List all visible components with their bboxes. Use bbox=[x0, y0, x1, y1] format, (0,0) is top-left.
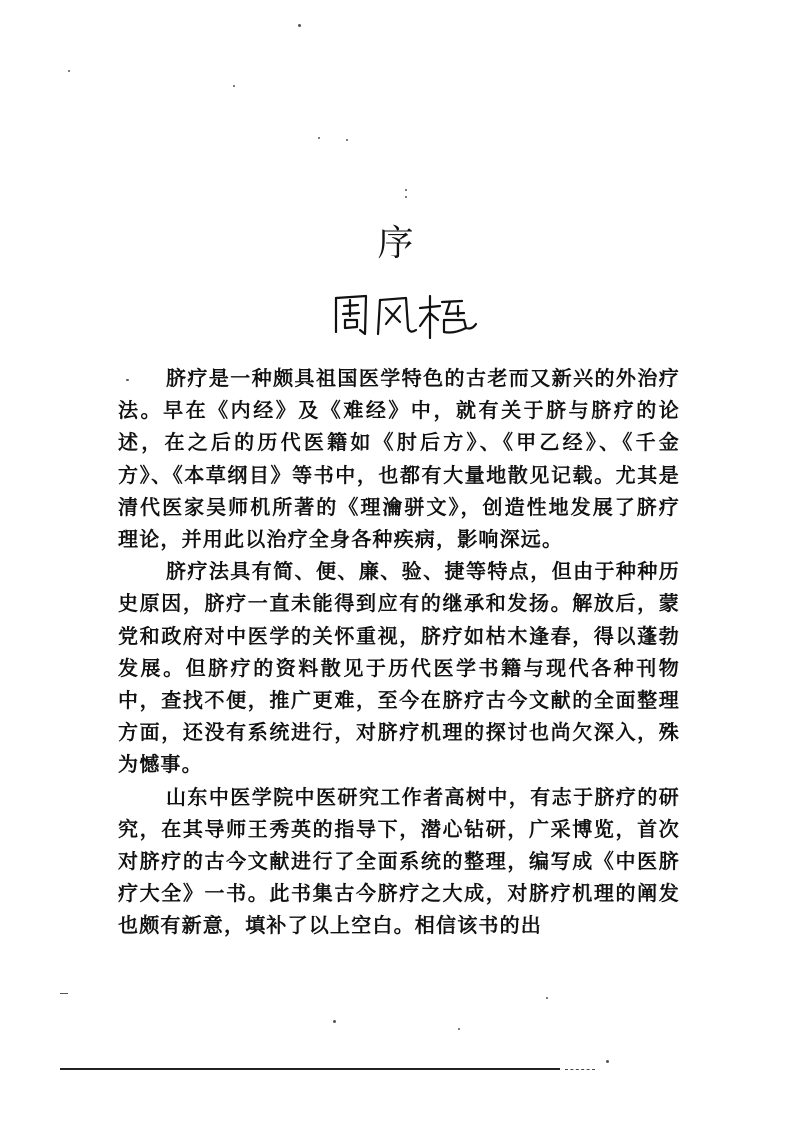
scan-speck bbox=[333, 1020, 336, 1023]
scan-speck bbox=[346, 139, 348, 141]
scan-speck bbox=[458, 1028, 460, 1030]
handwritten-signature bbox=[330, 284, 480, 344]
scan-speck bbox=[318, 137, 320, 139]
bottom-rule bbox=[60, 1068, 560, 1070]
scan-speck bbox=[233, 85, 235, 87]
page-title: 序 bbox=[377, 223, 416, 264]
bottom-rule-tail bbox=[565, 1069, 595, 1071]
paragraph: 脐疗法具有简、便、廉、验、捷等特点，但由于种种历史原因，脐疗一直未能得到应有的继承和发扬。解放后，蒙党和政府对中医学的关怀重视，脐疗如枯木逢春，得以蓬勃发展。但脐疗的资料散见于历代医学书籍与现代各种刊物中，查找不便，推广更难，至今在脐疗古今文献的全面整理方面，还没有系统进行，对脐疗机理的探讨也尚欠深入，殊为憾事。 bbox=[118, 559, 680, 777]
preface-body bbox=[118, 362, 680, 942]
scan-speck bbox=[405, 189, 407, 191]
scan-speck bbox=[606, 1060, 609, 1063]
scan-speck bbox=[60, 993, 68, 994]
scan-speck bbox=[68, 70, 70, 72]
paragraph: 脐疗是一种颇具祖国医学特色的古老而又新兴的外治疗法。早在《内经》及《难经》中，就有关于脐与脐疗的论述，在之后的历代医籍如《肘后方》、《甲乙经》、《千金方》、《本草纲目》等书中，也都有大量地散见记载。尤其是清代医家吴师机所著的《理瀹骈文》，创造性地发展了脐疗理论，并用此以治疗全身各种疾病，影响深远。 bbox=[118, 366, 680, 552]
scan-speck bbox=[298, 24, 301, 27]
paragraph: 山东中医学院中医研究工作者高树中，有志于脐疗的研究，在其导师王秀英的指导下，潜心钻研，广采博览，首次对脐疗的古今文献进行了全面系统的整理，编写成《中医脐疗大全》一书。此书集古今脐疗之大成，对脐疗机理的阐发也颇有新意，填补了以上空白。相信该书的出 bbox=[118, 784, 680, 938]
scan-speck bbox=[546, 997, 548, 999]
scan-speck bbox=[405, 196, 407, 198]
